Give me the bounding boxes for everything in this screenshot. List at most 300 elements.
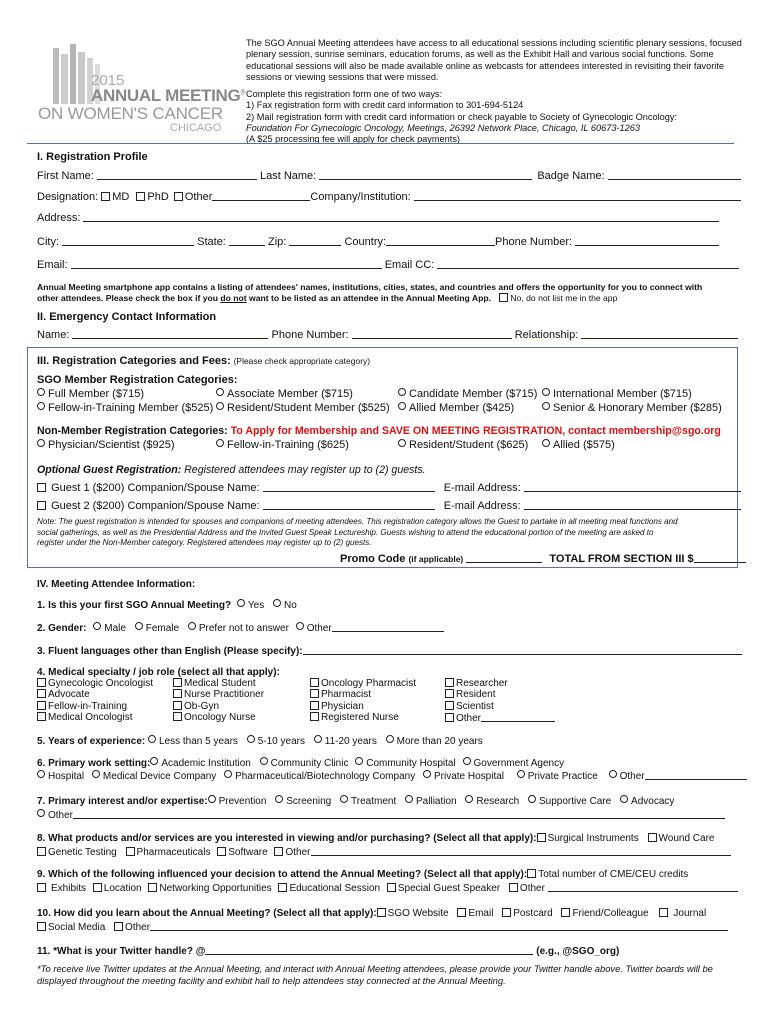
q9-label: 9. Which of the following influenced your decision to attend the Annual Meeting? (Select all that apply):: [37, 869, 528, 880]
md-checkbox[interactable]: [101, 192, 110, 201]
guest-note-line: Note: The guest registration is intended for spouses and companions of meeting attendees. This registration category allows the Guest to partake in all meeting meal functions and: [37, 517, 678, 526]
specialty-option[interactable]: [173, 712, 264, 723]
work-radio[interactable]: [609, 770, 617, 778]
experience-label: 5-10 years: [257, 736, 305, 747]
q8-label: 8. What products and/or services are you interested in viewing and/or purchasing? (Select all that apply):: [37, 833, 537, 844]
checkbox-icon[interactable]: [148, 883, 157, 892]
promo-total-row: [340, 553, 746, 565]
checkbox-icon[interactable]: [310, 689, 319, 698]
source-label: Email: [468, 908, 494, 919]
logo-line1: [91, 86, 245, 106]
emergency-phone-field[interactable]: [352, 329, 512, 339]
product-label: Genetic Testing: [48, 847, 117, 858]
member-option[interactable]: [216, 388, 353, 400]
state-label: State:: [197, 236, 226, 248]
city-row: [37, 236, 719, 248]
specialty-option[interactable]: [173, 689, 264, 700]
checkbox-icon[interactable]: [173, 689, 182, 698]
no-radio[interactable]: [273, 599, 281, 607]
total-field[interactable]: [694, 553, 746, 563]
radio-icon[interactable]: [542, 402, 550, 410]
radio-icon[interactable]: [216, 388, 224, 396]
app-notice-emphasis: do not: [220, 293, 247, 303]
specialty-option[interactable]: [445, 701, 555, 712]
other-designation-checkbox[interactable]: [174, 192, 183, 201]
work-radio[interactable]: [355, 757, 363, 765]
work-radio[interactable]: [260, 757, 268, 765]
first-name-field[interactable]: [97, 170, 257, 180]
interest-radio[interactable]: [465, 795, 473, 803]
checkbox-icon[interactable]: [387, 883, 396, 892]
logo-mark: ®: [240, 89, 246, 97]
product-label: Pharmaceuticals: [136, 847, 211, 858]
section-3-title-note: (Please check appropriate category): [233, 356, 371, 366]
radio-icon[interactable]: [542, 439, 550, 447]
guest-note-block: [37, 517, 678, 549]
specialty-option[interactable]: [445, 712, 555, 724]
work-radio[interactable]: [150, 757, 158, 765]
checkbox-icon[interactable]: [527, 869, 536, 878]
checkbox-icon[interactable]: [37, 922, 46, 931]
work-radio[interactable]: [224, 770, 232, 778]
guest-2-checkbox[interactable]: [37, 501, 46, 510]
emergency-name-label: Name:: [37, 329, 70, 341]
q11-row: [37, 945, 619, 957]
phone-label: Phone Number:: [495, 236, 573, 248]
guest-2-label: Guest 2 ($200) Companion/Spouse Name:: [51, 500, 260, 512]
influence-other-field[interactable]: [548, 882, 738, 892]
prefer-not-radio[interactable]: [188, 622, 196, 630]
specialty-label: Medical Student: [184, 678, 256, 689]
checkbox-icon[interactable]: [274, 847, 283, 856]
q1-row: [37, 599, 297, 611]
nonmember-option[interactable]: [37, 439, 175, 451]
radio-icon[interactable]: [216, 402, 224, 410]
work-label: Community Hospital: [366, 758, 456, 769]
logo-year: 2015: [91, 72, 125, 89]
emergency-row: [37, 329, 738, 341]
experience-label: More than 20 years: [396, 736, 483, 747]
prefer-not-label: Prefer not to answer: [198, 623, 289, 634]
guest-1-email-field[interactable]: [524, 482, 741, 492]
header-divider: [27, 143, 734, 144]
product-other-label: Other: [285, 847, 311, 858]
female-radio[interactable]: [135, 622, 143, 630]
influence-label: Exhibits: [51, 883, 87, 894]
promo-code-note: (if applicable): [408, 554, 464, 564]
checkbox-icon[interactable]: [648, 833, 657, 842]
guest-row: [37, 482, 741, 494]
experience-label: 11-20 years: [324, 736, 377, 747]
checkbox-icon[interactable]: [217, 847, 226, 856]
other-designation-label: Other: [184, 191, 213, 203]
q6-row2: [37, 770, 747, 782]
member-option-label: International Member ($715): [553, 388, 692, 400]
member-option[interactable]: [398, 402, 514, 414]
app-notice-text: other attendees. Please check the box if you: [37, 293, 221, 303]
specialty-option[interactable]: [445, 678, 555, 689]
member-option[interactable]: [37, 388, 144, 400]
email-label: Email:: [37, 259, 68, 271]
phd-label: PhD: [147, 191, 169, 203]
specialty-label: Medical Oncologist: [48, 711, 133, 723]
work-other-label: Other: [619, 771, 645, 782]
section-3-title: [37, 355, 370, 367]
address-label: Address:: [37, 212, 81, 224]
work-label: Hospital: [48, 771, 85, 782]
member-option[interactable]: [542, 402, 722, 414]
specialty-label: Physician: [321, 700, 364, 712]
specialty-label: Advocate: [48, 689, 90, 701]
interest-label: Research: [476, 796, 520, 807]
q4-label: 4. Medical specialty / job role (select all that apply):: [37, 667, 280, 678]
checkbox-icon[interactable]: [509, 883, 518, 892]
specialty-label: Oncology Nurse: [184, 711, 256, 723]
checkbox-icon[interactable]: [310, 701, 319, 710]
specialty-option[interactable]: [310, 701, 416, 712]
member-option[interactable]: [37, 402, 213, 414]
intro-line: educational sessions will also be made available online as webcasts for attendees interested in revisiting their favorite: [246, 60, 725, 71]
last-name-field[interactable]: [319, 170, 532, 180]
specialty-label: Gynecologic Oncologist: [48, 678, 154, 689]
checkbox-icon[interactable]: [377, 908, 386, 917]
specialty-label: Registered Nurse: [321, 711, 399, 723]
interest-other-label: Other: [48, 810, 74, 821]
intro-line: Complete this registration form one of two ways:: [246, 89, 443, 100]
interest-radio[interactable]: [340, 795, 348, 803]
guest-note: Registered attendees may register up to (2) guests.: [184, 464, 426, 476]
work-radio[interactable]: [37, 770, 45, 778]
work-radio[interactable]: [517, 770, 525, 778]
interest-radio[interactable]: [528, 795, 536, 803]
q9-row2: [37, 882, 738, 894]
first-name-label: First Name:: [37, 170, 94, 182]
influence-label: Educational Session: [289, 883, 381, 894]
checkbox-icon[interactable]: [310, 678, 319, 687]
gender-other-radio[interactable]: [296, 622, 304, 630]
q8-row2: [37, 846, 731, 858]
guest-title: Optional Guest Registration:: [37, 464, 182, 476]
specialty-label: Scientist: [456, 700, 494, 712]
checkbox-icon[interactable]: [445, 701, 454, 710]
experience-radio[interactable]: [386, 735, 394, 743]
company-field[interactable]: [414, 191, 741, 201]
nonmember-option[interactable]: [216, 439, 349, 451]
work-radio[interactable]: [423, 770, 431, 778]
interest-label: Palliation: [416, 796, 457, 807]
logo-line1-text: ANNUAL MEETING: [91, 86, 241, 105]
member-categories-title: SGO Member Registration Categories:: [37, 374, 238, 386]
member-option[interactable]: [216, 402, 390, 414]
checkbox-icon[interactable]: [37, 883, 46, 892]
checkbox-icon[interactable]: [93, 883, 102, 892]
section-3-title-text: III. Registration Categories and Fees:: [37, 355, 231, 367]
source-label: Friend/Colleague: [572, 908, 649, 919]
specialty-label: Nurse Practitioner: [184, 689, 265, 701]
checkbox-icon[interactable]: [114, 922, 123, 931]
member-option-label: Candidate Member ($715): [409, 388, 538, 400]
specialty-column: [173, 678, 264, 723]
q6-label: 6. Primary work setting:: [37, 758, 151, 769]
country-field[interactable]: [386, 236, 495, 246]
radio-icon[interactable]: [398, 439, 406, 447]
interest-radio[interactable]: [620, 795, 628, 803]
member-option-label: Senior & Honorary Member ($285): [553, 402, 722, 414]
emergency-name-field[interactable]: [72, 329, 268, 339]
q7-row2: [37, 809, 725, 821]
city-label: City:: [37, 236, 59, 248]
interest-radio[interactable]: [37, 809, 45, 817]
intro-text: [246, 38, 742, 146]
checkbox-icon[interactable]: [659, 908, 668, 917]
member-option-label: Associate Member ($715): [227, 388, 353, 400]
specialty-option[interactable]: [37, 689, 153, 700]
company-label: Company/Institution:: [310, 191, 411, 203]
membership-note[interactable]: To Apply for Membership and SAVE ON MEETING REGISTRATION, contact membership@sgo.org: [230, 425, 721, 437]
specialty-option[interactable]: [173, 701, 264, 712]
name-row: [37, 170, 741, 182]
badge-name-field[interactable]: [608, 170, 741, 180]
radio-icon[interactable]: [542, 388, 550, 396]
twitter-note: [37, 963, 713, 986]
checkbox-icon[interactable]: [445, 689, 454, 698]
address-field[interactable]: [83, 212, 719, 222]
q5-label: 5. Years of experience:: [37, 736, 146, 747]
nonmember-option-label: Fellow-in-Training ($625): [227, 439, 349, 451]
influence-label: Location: [103, 883, 142, 894]
app-notice-line1: Annual Meeting smartphone app contains a listing of attendees' names, institutions, cities, states, and countries and offers the opportunity for you to connect with: [37, 282, 703, 292]
experience-label: Less than 5 years: [159, 736, 238, 747]
checkbox-icon[interactable]: [37, 689, 46, 698]
work-label: Government Agency: [473, 758, 565, 769]
guest-row: [37, 500, 741, 512]
checkbox-icon[interactable]: [37, 712, 46, 721]
checkbox-icon[interactable]: [457, 908, 466, 917]
q11-label: 11. *What is your Twitter handle? @: [37, 946, 206, 957]
member-option-label: Resident/Student Member ($525): [227, 402, 390, 414]
promo-code-field[interactable]: [466, 553, 542, 563]
specialty-column: [310, 678, 416, 723]
phd-checkbox[interactable]: [136, 192, 145, 201]
interest-label: Treatment: [351, 796, 397, 807]
interest-other-field[interactable]: [73, 809, 725, 819]
checkbox-icon[interactable]: [126, 847, 135, 856]
logo-line2: ON WOMEN'S CANCER: [38, 104, 223, 123]
specialty-option[interactable]: [173, 678, 264, 689]
interest-radio[interactable]: [275, 795, 283, 803]
intro-line: (A $25 processing fee will apply for check payments): [246, 134, 460, 145]
last-name-label: Last Name:: [259, 170, 317, 182]
specialty-label: Oncology Pharmacist: [321, 678, 417, 689]
other-designation-field[interactable]: [212, 191, 310, 201]
designation-row: [37, 191, 741, 203]
interest-label: Advocacy: [631, 796, 675, 807]
nonmember-option-label: Physician/Scientist ($925): [48, 439, 175, 451]
nonmember-option-label: Resident/Student ($625): [409, 439, 529, 451]
specialty-option[interactable]: [37, 701, 153, 712]
specialty-label: Fellow-in-Training: [48, 700, 128, 712]
city-field[interactable]: [62, 236, 194, 246]
promo-code-label: Promo Code: [340, 553, 406, 565]
app-notice-text2: want to be listed as an attendee in the Annual Meeting App.: [246, 293, 491, 303]
work-label: Academic Institution: [161, 758, 251, 769]
guest-1-checkbox[interactable]: [37, 483, 46, 492]
source-other-label: Other: [125, 922, 151, 933]
email-cc-label: Email CC:: [384, 259, 435, 271]
q7-row1: [37, 795, 674, 807]
zip-label: Zip:: [268, 236, 287, 248]
work-label: Private Hospital: [433, 771, 505, 782]
influence-label: Special Guest Speaker: [397, 883, 501, 894]
member-option[interactable]: [542, 388, 692, 400]
yes-radio[interactable]: [237, 599, 245, 607]
q10-label: 10. How did you learn about the Annual Meeting? (Select all that apply):: [37, 908, 377, 919]
product-other-field[interactable]: [311, 846, 731, 856]
checkbox-icon[interactable]: [445, 678, 454, 687]
q5-row: [37, 735, 483, 747]
phone-field[interactable]: [575, 236, 719, 246]
specialty-label: Researcher: [456, 678, 508, 689]
specialty-option[interactable]: [310, 712, 416, 723]
experience-radio[interactable]: [148, 735, 156, 743]
checkbox-icon[interactable]: [310, 712, 319, 721]
checkbox-icon[interactable]: [173, 678, 182, 687]
specialty-label: Other: [456, 712, 482, 724]
q10-row1: [37, 908, 706, 919]
product-label: Software: [228, 847, 268, 858]
product-label: Wound Care: [658, 833, 715, 844]
q8-row1: [37, 833, 714, 844]
logo-line3: CHICAGO: [170, 122, 222, 134]
app-optout-checkbox[interactable]: [499, 293, 508, 302]
emergency-phone-label: Phone Number:: [271, 329, 349, 341]
zip-field[interactable]: [289, 236, 341, 246]
address-row: [37, 212, 719, 224]
specialty-option[interactable]: [37, 678, 153, 689]
specialty-other-field[interactable]: [481, 712, 555, 722]
q7-label: 7. Primary interest and/or expertise:: [37, 796, 208, 807]
specialty-column: [445, 678, 555, 724]
email-field[interactable]: [71, 259, 382, 269]
checkbox-icon[interactable]: [445, 713, 454, 722]
q2-row: [37, 622, 444, 634]
specialty-label: Resident: [456, 689, 496, 701]
q1-label: 1. Is this your first SGO Annual Meeting?: [37, 600, 232, 611]
member-option-label: Allied Member ($425): [409, 402, 515, 414]
interest-radio[interactable]: [405, 795, 413, 803]
specialty-option[interactable]: [37, 712, 153, 723]
radio-icon[interactable]: [37, 439, 45, 447]
member-option-label: Full Member ($715): [48, 388, 144, 400]
emergency-relationship-field[interactable]: [581, 329, 738, 339]
specialty-option[interactable]: [310, 689, 416, 700]
interest-radio[interactable]: [208, 795, 216, 803]
q2-label: 2. Gender:: [37, 623, 87, 634]
work-label: Private Practice: [527, 771, 598, 782]
checkbox-icon[interactable]: [537, 833, 546, 842]
checkbox-icon[interactable]: [173, 701, 182, 710]
checkbox-icon[interactable]: [37, 678, 46, 687]
radio-icon[interactable]: [398, 388, 406, 396]
male-radio[interactable]: [93, 622, 101, 630]
radio-icon[interactable]: [37, 388, 45, 396]
checkbox-icon[interactable]: [278, 883, 287, 892]
checkbox-icon[interactable]: [502, 908, 511, 917]
email-cc-field[interactable]: [437, 259, 739, 269]
intro-line: sessions or viewing sessions that were missed.: [246, 71, 439, 82]
radio-icon[interactable]: [37, 402, 45, 410]
work-radio[interactable]: [92, 770, 100, 778]
guest-1-name-field[interactable]: [263, 482, 435, 492]
intro-line: plenary session, sunrise seminars, education forums, as well as the Exhibit Hall and various social functions. Some: [246, 49, 714, 60]
badge-name-label: Badge Name:: [537, 170, 605, 182]
intro-line: Foundation For Gynecologic Oncology, Meetings, 26392 Network Place, Chicago, IL 60673-1263: [246, 123, 640, 134]
interest-label: Prevention: [218, 796, 267, 807]
experience-radio[interactable]: [247, 735, 255, 743]
total-label: TOTAL FROM SECTION III $: [549, 553, 694, 565]
designation-label: Designation:: [37, 191, 99, 203]
twitter-note-line: displayed throughout the meeting facility and exhibit hall to help attendees stay connected at the Annual Meeting.: [37, 974, 506, 986]
specialty-option[interactable]: [310, 678, 416, 689]
md-label: MD: [112, 191, 130, 203]
checkbox-icon[interactable]: [561, 908, 570, 917]
twitter-handle-field[interactable]: [205, 945, 533, 955]
nonmember-option[interactable]: [542, 439, 615, 451]
member-option[interactable]: [398, 388, 537, 400]
radio-icon[interactable]: [216, 439, 224, 447]
languages-field[interactable]: [303, 645, 742, 655]
checkbox-icon[interactable]: [37, 847, 46, 856]
nonmember-title-row: [37, 425, 721, 437]
specialty-column: [37, 678, 153, 723]
guest-1-label: Guest 1 ($200) Companion/Spouse Name:: [51, 482, 260, 494]
guest-2-name-field[interactable]: [263, 500, 435, 510]
logo: [35, 44, 245, 134]
influence-label: Networking Opportunities: [159, 883, 272, 894]
nonmember-option[interactable]: [398, 439, 528, 451]
country-label: Country:: [344, 236, 387, 248]
guest-title-row: [37, 464, 426, 476]
female-label: Female: [145, 623, 180, 634]
specialty-option[interactable]: [445, 689, 555, 700]
state-field[interactable]: [229, 236, 265, 246]
intro-line: The SGO Annual Meeting attendees have access to all educational sessions including scientific plenary sessions, focused: [246, 38, 742, 48]
work-other-field[interactable]: [645, 770, 747, 780]
source-label: SGO Website: [387, 908, 449, 919]
work-radio[interactable]: [463, 757, 471, 765]
work-label: Medical Device Company: [102, 771, 217, 782]
checkbox-icon[interactable]: [173, 712, 182, 721]
specialty-label: Ob-Gyn: [184, 700, 220, 712]
checkbox-icon[interactable]: [37, 701, 46, 710]
gender-other-label: Other: [306, 623, 332, 634]
radio-icon[interactable]: [398, 402, 406, 410]
app-optout-label: No, do not list me in the app: [510, 293, 618, 303]
q10-row2: [37, 921, 728, 933]
interest-label: Screening: [286, 796, 332, 807]
section-1-title: I. Registration Profile: [37, 151, 148, 163]
gender-other-field[interactable]: [332, 622, 444, 632]
twitter-example: (e.g., @SGO_org): [536, 946, 620, 957]
guest-2-email-field[interactable]: [524, 500, 741, 510]
yes-label: Yes: [247, 600, 265, 611]
experience-radio[interactable]: [314, 735, 322, 743]
source-other-field[interactable]: [150, 921, 728, 931]
guest-note-line: social gatherings, as well as the Presidential Address and the Invited Guest Speak Lectureship. Guests wishing to attend the educational portion of the meeting are asked to: [37, 527, 654, 537]
interest-label: Supportive Care: [538, 796, 612, 807]
work-label: Pharmaceutical/Biotechnology Company: [235, 771, 416, 782]
nonmember-option-label: Allied ($575): [553, 439, 615, 451]
